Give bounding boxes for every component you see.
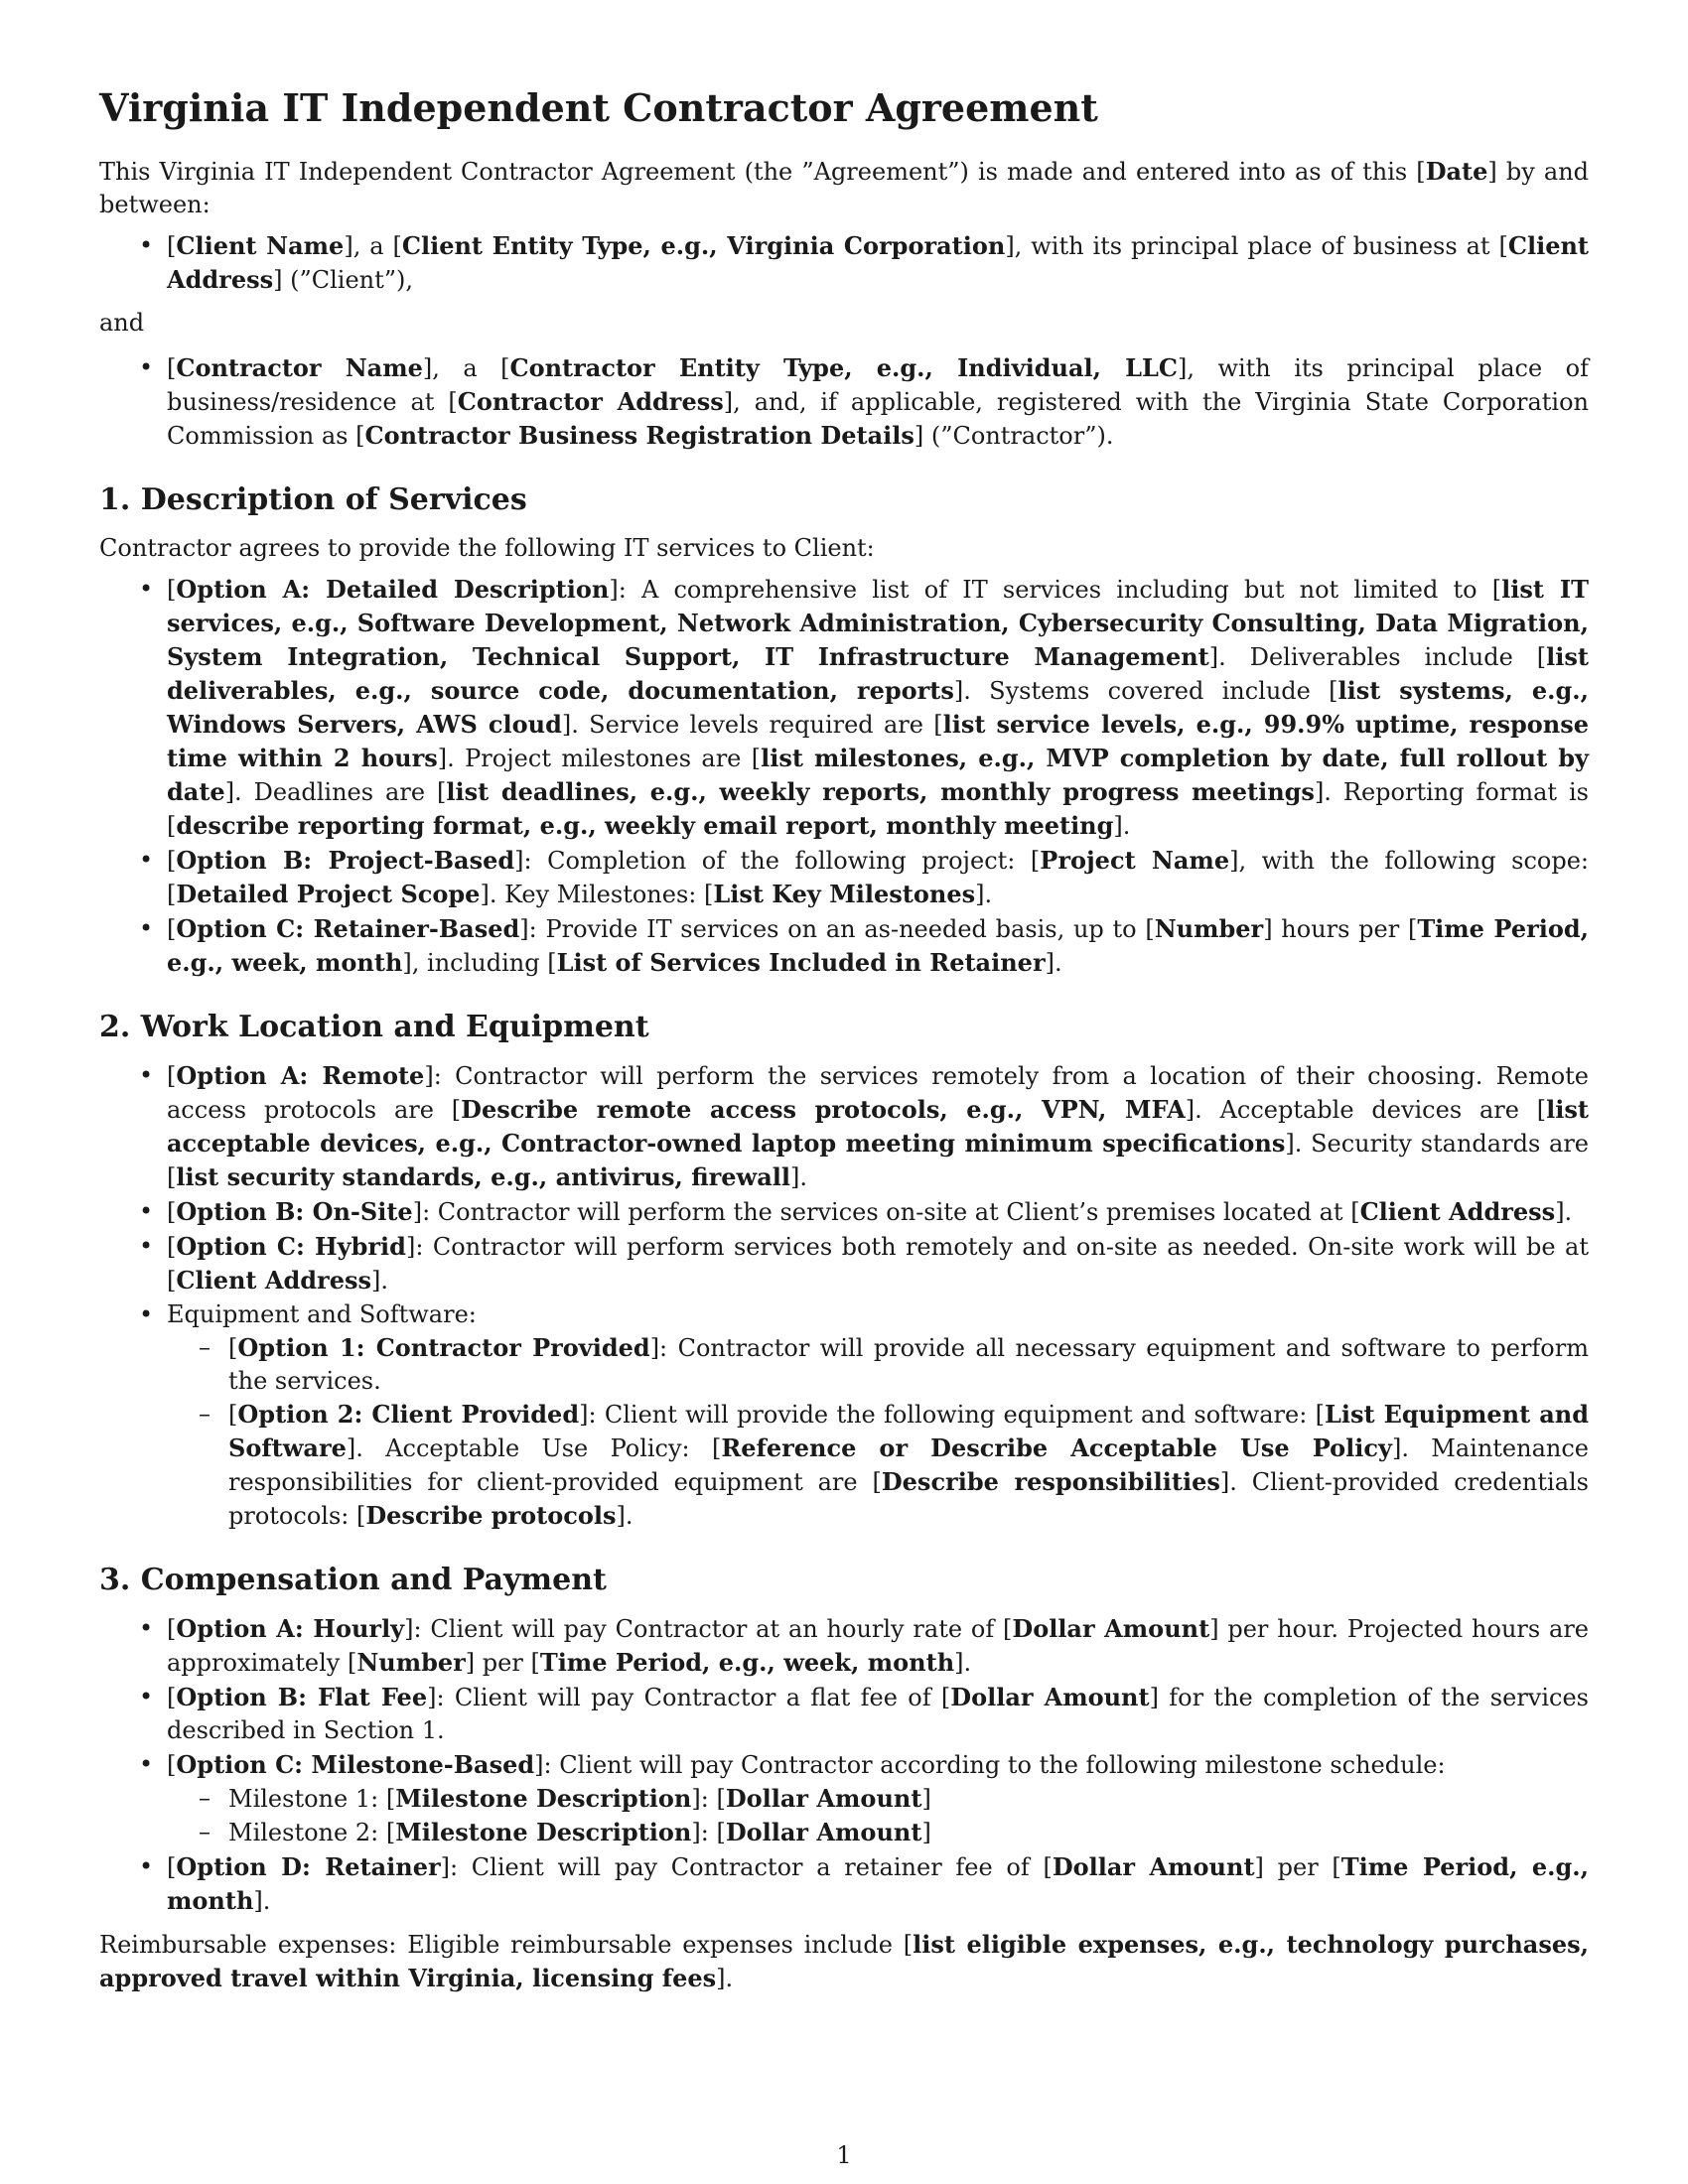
equipment-options <box>167 1331 1589 1533</box>
location-option-b: • [Option B: On-Site]: Contractor will perform the services on-site at Client’s premises located at [Client Address]. <box>167 1195 1589 1229</box>
equipment-and-software-item: • Equipment and Software: – [Option 1: Contractor Provided]: Contractor will provide all necessary equipment and software to perform the services. – [Option 2: Client Provided]: Client will provide the following equipment and software: [List Equipment and Software]. Acceptable Use Policy: [Reference or Describe Acceptable Use Policy]. Maintenance responsibilities for client-provided equipment are [Describe responsibilities]. Client-provided credentials protocols: [Describe protocols]. <box>167 1298 1589 1533</box>
section-1-options <box>99 573 1589 980</box>
contractor-party-list <box>99 351 1589 453</box>
location-option-c: • [Option C: Hybrid]: Contractor will perform services both remotely and on-site as needed. On-site work will be at [Client Address]. <box>167 1230 1589 1297</box>
section-3-options <box>99 1612 1589 1918</box>
document-page <box>99 85 1589 2003</box>
location-option-a: • [Option A: Remote]: Contractor will perform the services remotely from a location of their choosing. Remote access protocols are [Describe remote access protocols, e.g., VPN, MFA]. Acceptable devices are [list acceptable devices, e.g., Contractor-owned laptop meeting minimum specifications]. Security standards are [list security standards, e.g., antivirus, firewall]. <box>167 1059 1589 1194</box>
equipment-option-2: – [Option 2: Client Provided]: Client will provide the following equipment and software: [List Equipment and Software]. Acceptable Use Policy: [Reference or Describe Acceptable Use Policy]. Maintenance responsibilities for client-provided equipment are [Describe responsibilities]. Client-provided credentials protocols: [Describe protocols]. <box>228 1398 1589 1533</box>
payment-option-b: • [Option B: Flat Fee]: Client will pay Contractor a flat fee of [Dollar Amount] for the completion of the services described in Section 1. <box>167 1681 1589 1747</box>
page-number: 1 <box>836 2141 852 2169</box>
document-title: Virginia IT Independent Contractor Agreement <box>99 85 1098 130</box>
intro-paragraph: This Virginia IT Independent Contractor Agreement (the ”Agreement”) is made and entered into as of this [Date] by and between: <box>99 156 1590 218</box>
payment-option-d: • [Option D: Retainer]: Client will pay Contractor a retainer fee of [Dollar Amount] per [Time Period, e.g., month]. <box>167 1850 1589 1918</box>
services-option-a: • [Option A: Detailed Description]: A comprehensive list of IT services including but not limited to [list IT services, e.g., Software Development, Network Administration, Cybersecurity Consulting, Data Migration, System Integration, Technical Support, IT Infrastructure Management]. Deliverables include [list deliverables, e.g., source code, documentation, reports]. Systems covered include [list systems, e.g., Windows Servers, AWS cloud]. Service levels required are [list service levels, e.g., 99.9% uptime, response time within 2 hours]. Project milestones are [list milestones, e.g., MVP completion by date, full rollout by date]. Deadlines are [list deadlines, e.g., weekly reports, monthly progress meetings]. Reporting format is [describe reporting format, e.g., weekly email report, monthly meeting]. <box>167 573 1589 843</box>
milestone-item: – Milestone 1: [Milestone Description]: [Dollar Amount] <box>228 1782 1589 1816</box>
client-party-list <box>99 229 1589 297</box>
section-1-lead: Contractor agrees to provide the following IT services to Client: <box>99 533 875 562</box>
payment-option-c: • [Option C: Milestone-Based]: Client will pay Contractor according to the following milestone schedule: – Milestone 1: [Milestone Description]: [Dollar Amount] – Milestone 2: [Milestone Description]: [Dollar Amount] <box>167 1748 1589 1849</box>
reimbursable-expenses-paragraph: Reimbursable expenses: Eligible reimbursable expenses include [list eligible expenses, e.g., technology purchases, approved travel within Virginia, licensing fees]. <box>99 1929 1589 1992</box>
section-1-heading: 1. Description of Services <box>99 481 527 517</box>
contractor-party-item: • [Contractor Name], a [Contractor Entity Type, e.g., Individual, LLC], with its principal place of business/residence at [Contractor Address], and, if applicable, registered with the Virginia State Corporation Commission as [Contractor Business Registration Details] (”Contractor”). <box>167 351 1589 453</box>
section-2-heading: 2. Work Location and Equipment <box>99 1009 649 1044</box>
section-3-heading: 3. Compensation and Payment <box>99 1562 607 1597</box>
and-connector: and <box>99 308 145 337</box>
section-2-options <box>99 1059 1589 1533</box>
payment-option-a: • [Option A: Hourly]: Client will pay Contractor at an hourly rate of [Dollar Amount] per hour. Projected hours are approximately [Number] per [Time Period, e.g., week, month]. <box>167 1612 1589 1680</box>
client-party-item: • [Client Name], a [Client Entity Type, e.g., Virginia Corporation], with its principal place of business at [Client Address] (”Client”), <box>167 229 1589 297</box>
milestone-item: – Milestone 2: [Milestone Description]: [Dollar Amount] <box>228 1816 1589 1849</box>
services-option-b: • [Option B: Project-Based]: Completion of the following project: [Project Name], with the following scope: [Detailed Project Scope]. Key Milestones: [List Key Milestones]. <box>167 844 1589 911</box>
milestone-list <box>167 1782 1589 1849</box>
equipment-option-1: – [Option 1: Contractor Provided]: Contractor will provide all necessary equipment and software to perform the services. <box>228 1331 1589 1398</box>
services-option-c: • [Option C: Retainer-Based]: Provide IT services on an as-needed basis, up to [Number] hours per [Time Period, e.g., week, month], including [List of Services Included in Retainer]. <box>167 912 1589 980</box>
